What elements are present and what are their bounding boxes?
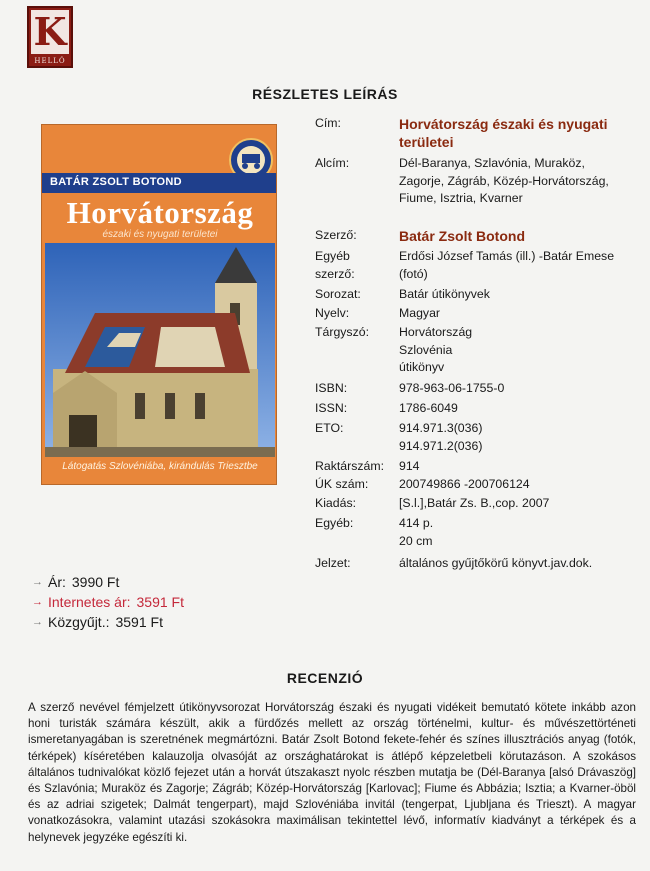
detail-label: Egyéb szerző: <box>315 249 355 281</box>
price-label: Internetes ár: <box>48 594 131 610</box>
detail-value: 1786-6049 <box>399 401 458 415</box>
detail-label: Egyéb: <box>315 516 354 530</box>
detail-value: Batár útikönyvek <box>399 287 490 301</box>
detail-value: Erdősi József Tamás (ill.) -Batár Emese (fotó) <box>399 249 615 281</box>
detail-label: Nyelv: <box>315 306 350 320</box>
arrow-right-icon: → <box>32 616 43 628</box>
price-row-regular <box>32 572 184 592</box>
detail-label: Tárgyszó: <box>315 325 369 339</box>
cover-subtitle: északi és nyugati területei <box>102 229 218 240</box>
price-row-online <box>32 592 184 612</box>
detail-label: ETO: <box>315 421 344 435</box>
price-value: 3591 Ft <box>115 614 163 630</box>
review-heading: RECENZIÓ <box>286 670 364 686</box>
cover-tagline: Látogatás Szlovéniába, kirándulás Triesztbe <box>62 461 258 472</box>
price-value: 3591 Ft <box>136 594 184 610</box>
logo-letter: K <box>31 10 69 54</box>
review-text: A szerző nevével fémjelzett útikönyvsorozat Horvátország északi és nyugati vidékeit bemutató kötete inkább azon honi turisták számára készült, akik a fürdőzés mellett az ország történelmi, kultur- és művészettörténeti ismeretanyagában is szeretnének megmártózni. Batár Zsolt Botond fekete-fehér és színes illusztrációs anyag (fotók, térképek) kíséretében kalauzolja olvasóját az országhatárokat is átlépő képzeletbeli körutazáson. A szokásos általános tudnivalókat közlő fejezet után a horvát útszakaszt nyolc részben mutatja be (Dél-Baranya [alsó Drávaszög] és Szlavónia; Muraköz és Zagorje; Zágráb; Közép-Horvátország [Karlovac]; Fiume és Abbázia; Isztia; a Kvarner-öböl és az adriai szigetek; Dalmát tengerpart), majd Szlovéniába invitál (tengerpat, Ljubljana és Trieszt). A magyar vonatkozásokra, valamint utazási szokásokra maximálisan tekintettel lévő, informatív kiadványt a térképek és a helynevek jegyzéke egészíti ki. <box>28 701 636 844</box>
detail-value: általános gyűjtőkörű könyvt.jav.dok. <box>399 556 593 570</box>
detail-label: ÚK szám: <box>315 477 369 491</box>
detail-value: 200749866 -200706124 <box>399 477 530 491</box>
detail-heading: RÉSZLETES LEÍRÁS <box>252 86 398 102</box>
detail-value: Horvátország Szlovénia útikönyv <box>399 325 473 374</box>
detail-label: Szerző: <box>315 228 357 242</box>
cover-title: Horvátország <box>66 195 254 230</box>
detail-label: ISBN: <box>315 381 348 395</box>
detail-label: Sorozat: <box>315 287 361 301</box>
cover-author: BATÁR ZSOLT BOTOND <box>50 176 182 188</box>
detail-value: [S.l.],Batár Zs. B.,cop. 2007 <box>399 496 550 510</box>
detail-label: Raktárszám: <box>315 459 385 473</box>
detail-value: 914 <box>399 459 420 473</box>
detail-value: Batár Zsolt Botond <box>399 228 525 244</box>
detail-value: 914.971.3(036) 914.971.2(036) <box>399 421 483 453</box>
detail-value: 978-963-06-1755-0 <box>399 381 505 395</box>
price-label: Ár: <box>48 574 66 590</box>
detail-value: Dél-Baranya, Szlavónia, Muraköz, Zagorje, Zágráb, Közép-Horvátország, Fiume, Isztria, Kvarner <box>399 156 609 205</box>
arrow-right-icon: → <box>32 576 43 588</box>
arrow-right-icon: → <box>32 596 43 608</box>
detail-value: Horvátország északi és nyugati területei <box>399 116 608 150</box>
price-row-public-collection <box>32 612 184 632</box>
detail-value: Magyar <box>399 306 441 320</box>
detail-label: ISSN: <box>315 401 348 415</box>
detail-value: 414 p. 20 cm <box>399 516 434 548</box>
detail-label: Alcím: <box>315 156 350 170</box>
logo-text: HELLÓ <box>34 57 66 65</box>
book-cover <box>41 124 277 485</box>
detail-label: Cím: <box>315 116 341 130</box>
church-photo <box>45 243 275 457</box>
price-label: Közgyűjt.: <box>48 614 110 630</box>
price-list <box>32 572 184 632</box>
publisher-logo <box>27 6 73 68</box>
detail-label: Kiadás: <box>315 496 357 510</box>
price-value: 3990 Ft <box>71 574 120 590</box>
detail-label: Jelzet: <box>315 556 351 570</box>
